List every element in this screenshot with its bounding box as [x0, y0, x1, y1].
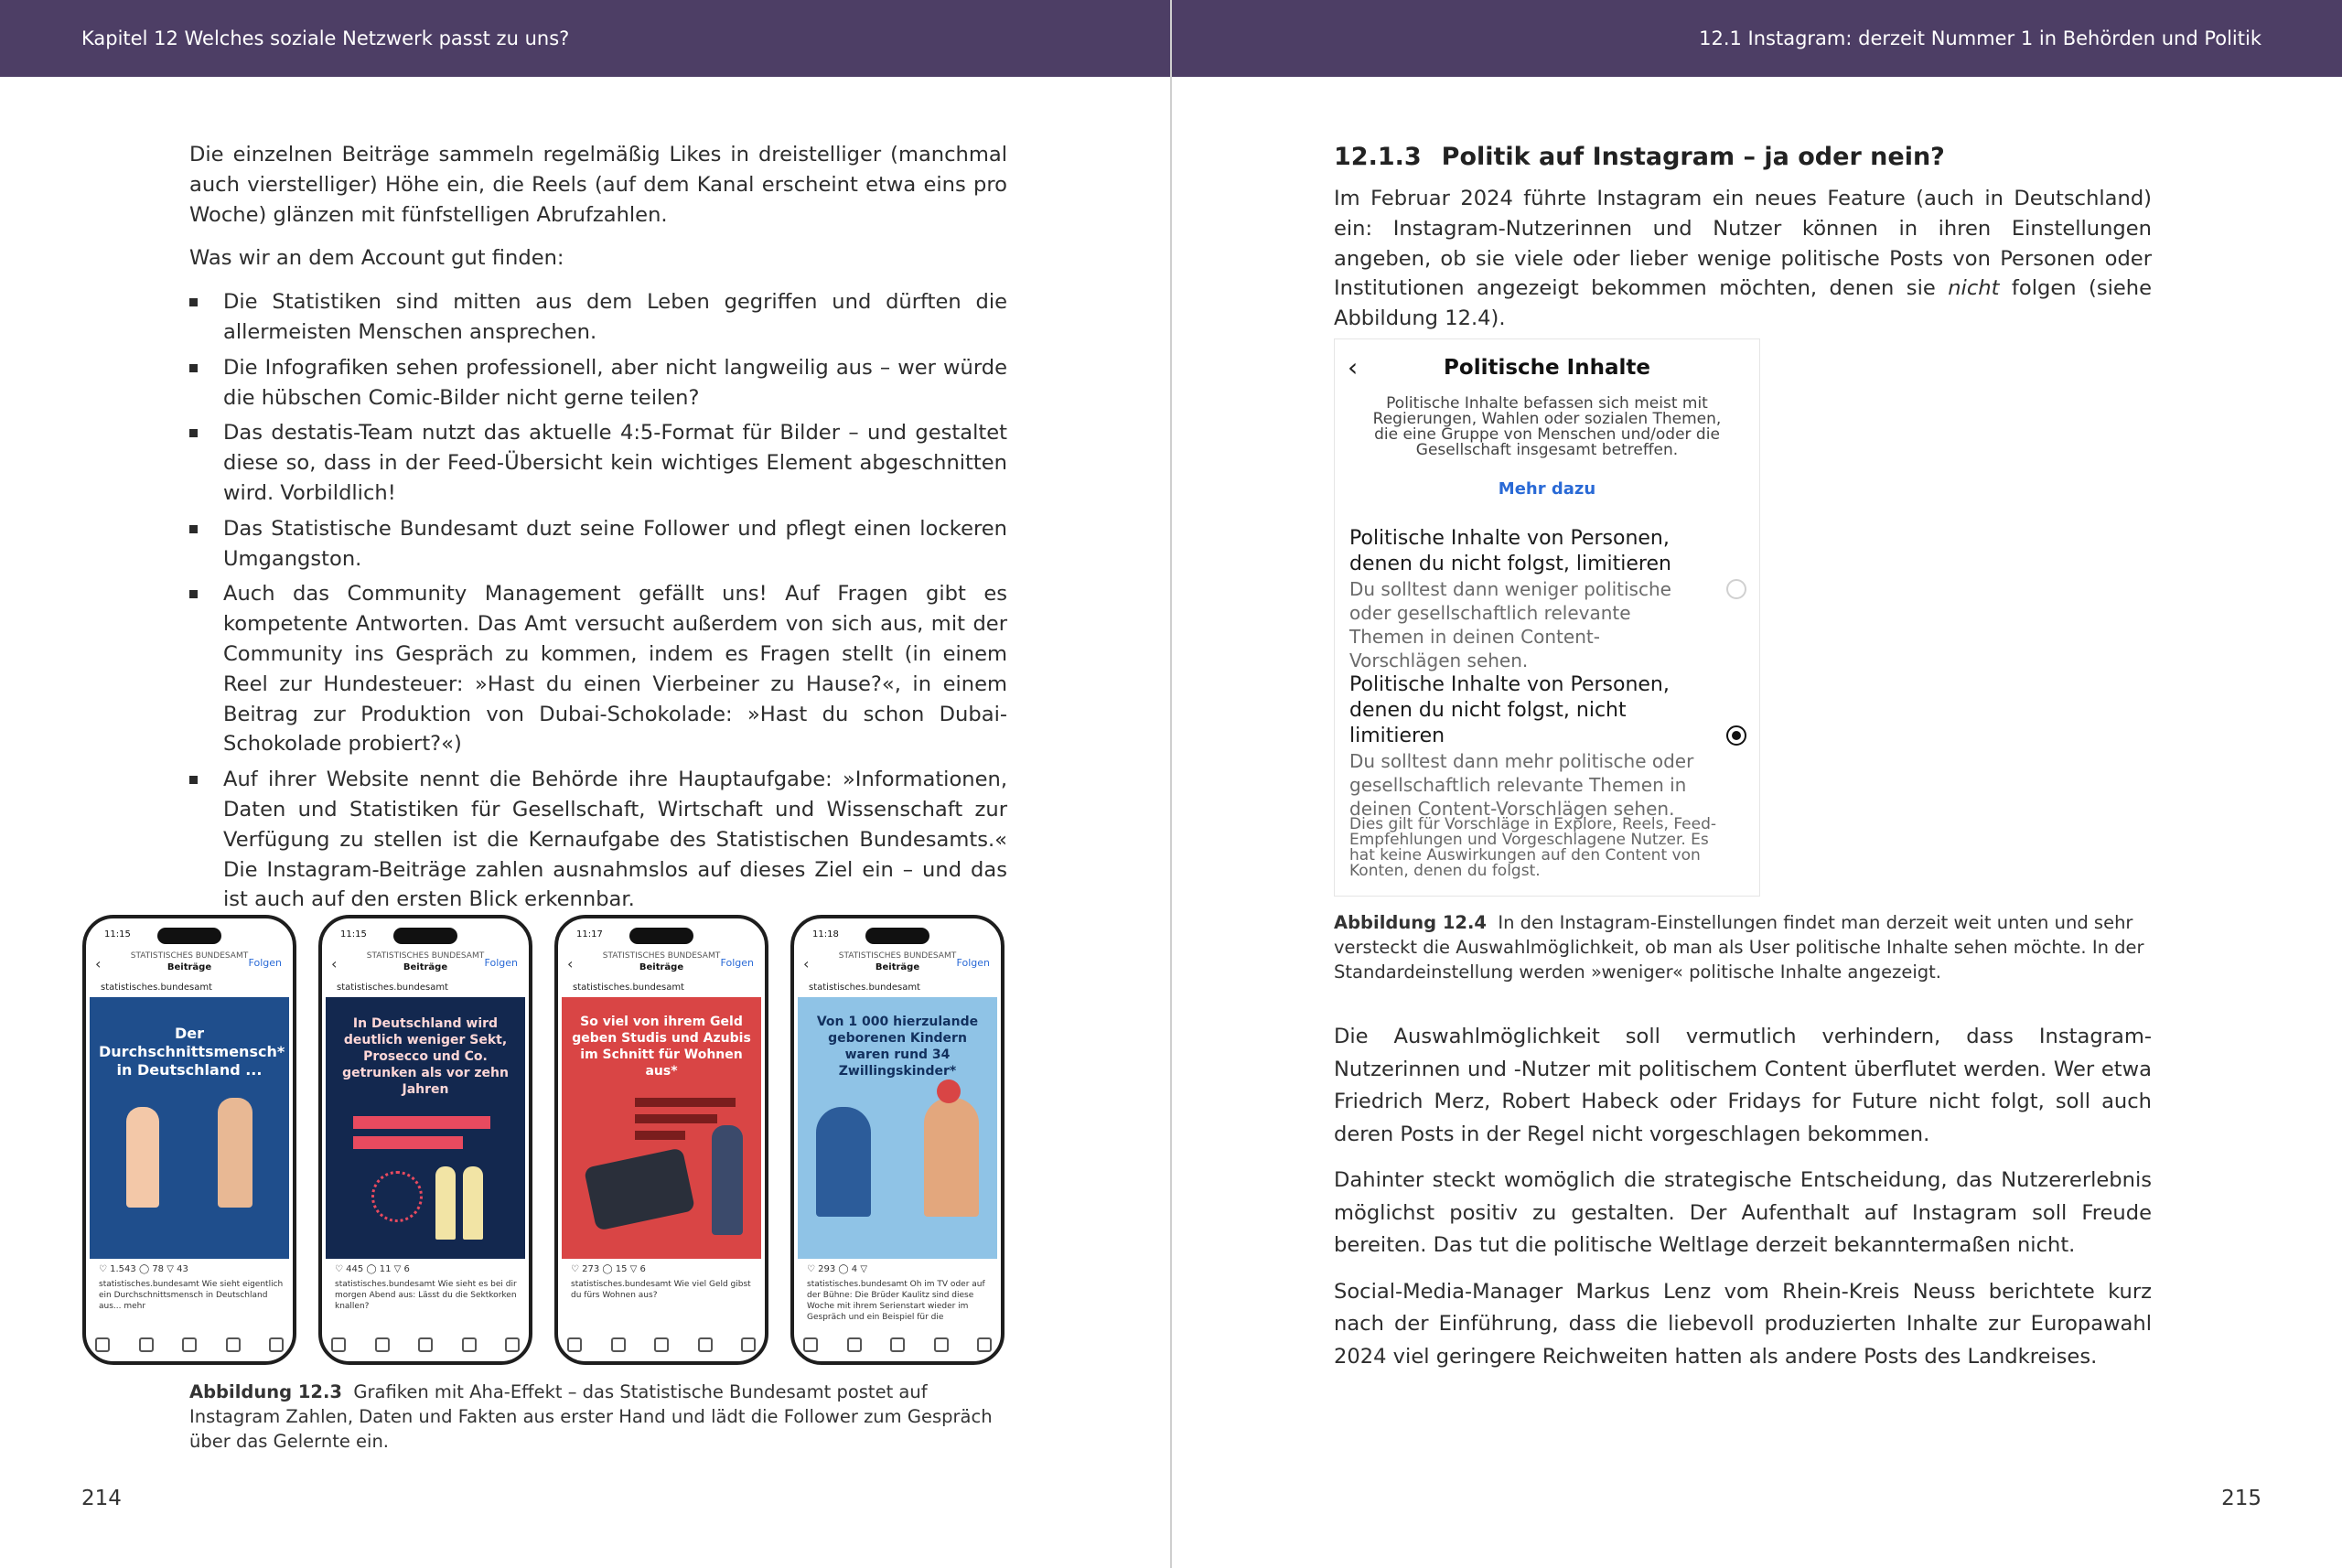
post-infographic	[326, 997, 525, 1259]
parent-figure	[924, 1098, 979, 1217]
post-username: statistisches.bundesamt	[101, 983, 212, 993]
bullet-item: Das Statistische Bundesamt duzt seine Follower und pflegt einen lockeren Umgangston.	[189, 514, 1007, 575]
status-time: 11:18	[812, 929, 839, 940]
paragraph	[1334, 184, 2152, 334]
running-header	[0, 0, 1170, 77]
channel-name: STATISTISCHES BUNDESAMT	[366, 951, 485, 961]
post-header	[322, 950, 529, 1004]
add-icon	[182, 1337, 197, 1352]
post-infographic	[562, 997, 761, 1259]
person-figure	[126, 1107, 159, 1208]
phone-screenshot	[790, 915, 1004, 1365]
search-icon	[139, 1337, 154, 1352]
settings-footnote: Dies gilt für Vorschläge in Explore, Reels, Feed-Empfehlungen und Vorgeschlagene Nutzer. Es hat keine Auswirkungen auf den Content von Konten, denen du folgst.	[1349, 815, 1717, 880]
status-time: 11:17	[576, 929, 603, 940]
option-description: Du solltest dann mehr politische oder gesellschaftlich relevante Themen in deinen Content-Vorschlägen sehen.	[1349, 750, 1694, 820]
bullet-item: Das destatis-Team nutzt das aktuelle 4:5-Format für Bilder – und gestaltet diese so, dass in der Feed-Übersicht kein wichtiges Element abgeschnitten wird. Vorbildlich!	[189, 418, 1007, 508]
post-username: statistisches.bundesamt	[337, 983, 448, 993]
profile-icon	[505, 1337, 520, 1352]
section-number: 12.1.3	[1334, 143, 1422, 171]
post-caption: statistisches.bundesamt Oh im TV oder auf der Bühne: Die Brüder Kaulitz sind diese Woche mit ihrem Serienstart wieder im Gespräch und ein Beispiel für die	[807, 1280, 985, 1322]
follow-button: Folgen	[484, 957, 518, 969]
search-icon	[847, 1337, 862, 1352]
home-icon	[95, 1337, 110, 1352]
paragraph: Was wir an dem Account gut finden:	[189, 246, 564, 271]
post-stats: ♡ 273 ◯ 15 ▽ 6	[571, 1264, 646, 1274]
back-arrow-icon: ‹	[567, 955, 574, 972]
left-page	[0, 0, 1170, 1568]
paragraph: Die einzelnen Beiträge sammeln regelmäßig Likes in dreistelliger (manchmal auch vierstelliger) Höhe ein, die Reels (auf dem Kanal erscheint etwa eins pro Woche) glänzen mit fünfstelligen Abrufzahlen.	[189, 143, 1007, 227]
follow-button: Folgen	[956, 957, 990, 969]
post-stats: ♡ 1.543 ◯ 78 ▽ 43	[99, 1264, 188, 1274]
channel-section: Beiträge	[403, 962, 448, 972]
add-icon	[654, 1337, 669, 1352]
post-header	[86, 950, 293, 1004]
intro-part: Im Februar 2024 führte Instagram ein neues Feature (auch in Deutschland) ein: Instagram-Nutzerinnen und Nutzer können in ihren Einstellungen angeben, ob sie viele oder lieber wenige politische Posts von Personen oder Institutionen angezeigt bekommen möchten, denen sie	[1334, 187, 2152, 301]
reels-icon	[934, 1337, 949, 1352]
page-number: 214	[81, 1487, 122, 1510]
body-text	[189, 140, 1007, 920]
intro-text	[1334, 184, 2152, 348]
bottom-nav	[331, 1337, 520, 1352]
intro-emphasis: nicht	[1948, 276, 2000, 301]
bar-total	[635, 1131, 685, 1140]
bullet-item: Auch das Community Management gefällt uns! Auf Fragen gibt es kompetente Antworten. Das Amt versucht außerdem von sich aus, mit der Community ins Gespräch zu kommen, indem es Fragen stellt (in einem Reel zur Hundesteuer: »Hast du einen Vierbeiner zu Hause?«, in einem Beitrag zur Produktion von Dubai-Schokolade: »Hast du schon Dubai-Schokolade probiert?«)	[189, 579, 1007, 759]
baby-figure	[937, 1079, 961, 1103]
page-number: 215	[2221, 1487, 2261, 1510]
bullet-item: Auf ihrer Website nennt die Behörde ihre Hauptaufgabe: »Informationen, Daten und Statistiken für Gesellschaft, Wirtschaft und Wissenschaft zur Verfügung zu stellen ist die Kernaufgabe des Statistischen Bundesamts.« Die Instagram-Beiträge zahlen ausnahmslos auf dieses Ziel ein – und das ist auch auf den ersten Blick erkennbar.	[189, 765, 1007, 915]
section-heading	[1334, 143, 1945, 171]
option-title: Politische Inhalte von Personen, denen du nicht folgst, limitieren	[1349, 527, 1671, 575]
profile-icon	[269, 1337, 284, 1352]
post-stats: ♡ 445 ◯ 11 ▽ 6	[335, 1264, 410, 1274]
channel-section: Beiträge	[875, 962, 920, 972]
phone-notch	[157, 928, 221, 944]
post-username: statistisches.bundesamt	[809, 983, 920, 993]
glass-graphic	[463, 1166, 483, 1240]
caption-label: Abbildung 12.3	[189, 1381, 342, 1402]
add-icon	[418, 1337, 433, 1352]
bar-2013	[353, 1116, 490, 1129]
profile-icon	[977, 1337, 992, 1352]
right-page	[1172, 0, 2342, 1568]
phone-screenshot	[82, 915, 296, 1365]
profile-icon	[741, 1337, 756, 1352]
post-infographic	[90, 997, 289, 1259]
post-header	[558, 950, 765, 1004]
channel-name: STATISTISCHES BUNDESAMT	[602, 951, 721, 961]
caption-label: Abbildung 12.4	[1334, 912, 1487, 933]
post-header	[794, 950, 1001, 1004]
phone-screenshot	[318, 915, 532, 1365]
settings-description: Politische Inhalte befassen sich meist mit Regierungen, Wahlen oder sozialen Themen, die eine Gruppe von Menschen und/oder die Gesellschaft insgesamt betreffen.	[1372, 394, 1722, 459]
home-icon	[567, 1337, 582, 1352]
running-header	[1172, 0, 2342, 77]
chapter-title: Kapitel 12 Welches soziale Netzwerk passt zu uns?	[81, 27, 570, 49]
home-icon	[331, 1337, 346, 1352]
option-title: Politische Inhalte von Personen, denen du nicht folgst, nicht limitieren	[1349, 673, 1670, 747]
reels-icon	[462, 1337, 477, 1352]
option-limit	[1349, 526, 1704, 672]
post-caption: statistisches.bundesamt Wie sieht eigentlich ein Durchschnittsmensch in Deutschland aus... mehr	[99, 1280, 284, 1311]
caption-text: Grafiken mit Aha-Effekt – das Statistische Bundesamt postet auf Instagram Zahlen, Daten und Fakten aus erster Hand und lädt die Follower zum Gespräch über das Gelernte ein.	[189, 1381, 993, 1452]
wallet-graphic	[584, 1147, 695, 1230]
phone-notch	[629, 928, 693, 944]
parent-figure	[816, 1107, 871, 1217]
reels-icon	[698, 1337, 713, 1352]
paragraph: Social-Media-Manager Markus Lenz vom Rhein-Kreis Neuss berichtete kurz nach der Einführung, dass die liebevoll produzierten Inhalte zur Europawahl 2024 viel geringere Reichweiten hatten als andere Posts des Landkreises.	[1334, 1279, 2152, 1369]
paragraph: Die Auswahlmöglichkeit soll vermutlich verhindern, dass Instagram-Nutzerinnen und -Nutzer mit politischem Content überflutet werden. Wer etwa Friedrich Merz, Robert Habeck oder Fridays for Future nicht folgt, soll auch deren Posts in der Regel nicht vorgeschlagen bekommen.	[1334, 1025, 2152, 1146]
instagram-settings-screenshot	[1334, 338, 1760, 897]
infographic-title: In Deutschland wird deutlich weniger Sekt, Prosecco und Co. getrunken als vor zehn Jahren	[342, 1016, 509, 1097]
status-time: 11:15	[340, 929, 367, 940]
bottom-nav	[803, 1337, 992, 1352]
option-description: Du solltest dann weniger politische oder gesellschaftlich relevante Themen in deinen Content-Vorschlägen sehen.	[1349, 578, 1671, 671]
more-link: Mehr dazu	[1498, 479, 1596, 499]
bullet-list	[189, 287, 1007, 915]
channel-section: Beiträge	[167, 962, 212, 972]
channel-section: Beiträge	[639, 962, 684, 972]
post-stats: ♡ 293 ◯ 4 ▽	[807, 1264, 868, 1274]
infographic-title: So viel von ihrem Geld geben Studis und Azubis im Schnitt für Wohnen aus*	[572, 1015, 751, 1079]
back-arrow-icon: ‹	[95, 955, 102, 972]
bullet-item: Die Statistiken sind mitten aus dem Leben gegriffen und dürften die allermeisten Menschen ansprechen.	[189, 287, 1007, 348]
infographic-title: Der Durchschnittsmensch* in Deutschland ...	[99, 1025, 285, 1079]
figure-caption	[189, 1380, 1004, 1454]
follow-button: Folgen	[720, 957, 754, 969]
phone-screenshot	[554, 915, 768, 1365]
figure-caption	[1334, 910, 2157, 984]
person-figure	[712, 1125, 743, 1235]
back-arrow-icon: ‹	[331, 955, 338, 972]
bottom-nav	[567, 1337, 756, 1352]
section-header: 12.1 Instagram: derzeit Nummer 1 in Behörden und Politik	[1699, 27, 2261, 49]
body-text	[1334, 1021, 2152, 1387]
caption-text: In den Instagram-Einstellungen findet man derzeit weit unten und sehr versteckt die Auswahlmöglichkeit, ob man als User politische Inhalte sehen möchte. In der Standardeinstellung werden »weniger« politische Inhalte angezeigt.	[1334, 912, 2144, 983]
post-infographic	[798, 997, 997, 1259]
intro-part: folgen (siehe Abbildung 12.4).	[1334, 276, 2152, 331]
bar-students	[635, 1098, 736, 1107]
infographic-title: Von 1 000 hierzulande geborenen Kindern waren rund 34 Zwillingskinder*	[816, 1015, 979, 1079]
phone-notch	[393, 928, 457, 944]
search-icon	[611, 1337, 626, 1352]
firework-graphic	[371, 1171, 423, 1222]
option-no-limit	[1349, 672, 1704, 821]
phone-notch	[865, 928, 929, 944]
radio-no-limit-selected	[1726, 725, 1746, 746]
reels-icon	[226, 1337, 241, 1352]
section-title: Politik auf Instagram – ja oder nein?	[1441, 143, 1945, 171]
channel-name: STATISTISCHES BUNDESAMT	[838, 951, 957, 961]
settings-title: Politische Inhalte	[1444, 356, 1650, 380]
follow-button: Folgen	[248, 957, 282, 969]
channel-name: STATISTISCHES BUNDESAMT	[130, 951, 249, 961]
bottom-nav	[95, 1337, 284, 1352]
post-username: statistisches.bundesamt	[573, 983, 684, 993]
radio-limit	[1726, 579, 1746, 599]
bullet-item: Die Infografiken sehen professionell, aber nicht langweilig aus – wer würde die hübschen Comic-Bilder nicht gerne teilen?	[189, 353, 1007, 413]
back-arrow-icon: ‹	[1348, 352, 1359, 382]
post-caption: statistisches.bundesamt Wie viel Geld gibst du fürs Wohnen aus?	[571, 1280, 751, 1300]
add-icon	[890, 1337, 905, 1352]
bar-trainees	[635, 1114, 717, 1123]
status-time: 11:15	[104, 929, 131, 940]
search-icon	[375, 1337, 390, 1352]
bar-2023	[353, 1136, 463, 1149]
back-arrow-icon: ‹	[803, 955, 810, 972]
glass-graphic	[435, 1166, 456, 1240]
paragraph: Dahinter steckt womöglich die strategische Entscheidung, das Nutzererlebnis möglichst positiv zu gestalten. Der Aufenthalt auf Instagram soll Freude bereiten. Das tut die politische Weltlage derzeit bekanntermaßen nicht.	[1334, 1168, 2152, 1257]
person-figure	[218, 1098, 252, 1208]
home-icon	[803, 1337, 818, 1352]
post-caption: statistisches.bundesamt Wie sieht es bei dir morgen Abend aus: Lässt du die Sektkorken knallen?	[335, 1280, 517, 1311]
